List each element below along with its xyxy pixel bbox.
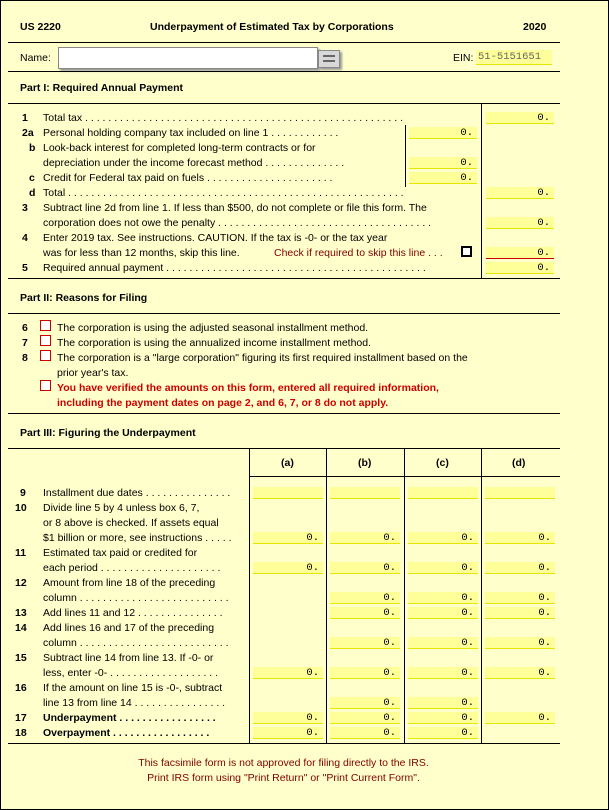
line16-label-2: line 13 from line 14 . . . . . . . . . . . . . . . . xyxy=(43,697,226,709)
line6-checkbox[interactable] xyxy=(40,320,51,331)
line6-label: The corporation is using the adjusted seasonal installment method. xyxy=(57,322,369,334)
line14-label-2: column . . . . . . . . . . . . . . . . . . . . . . . . . . xyxy=(43,637,229,649)
line9-field-b[interactable] xyxy=(330,487,400,499)
line10-field-c[interactable]: 0. xyxy=(408,532,478,544)
line18-num: 18 xyxy=(15,727,27,739)
line15-field-a[interactable]: 0. xyxy=(253,667,323,679)
part3-title: Part III: Figuring the Underpayment xyxy=(20,427,196,439)
col-c-header: (c) xyxy=(436,457,449,469)
line16-num: 16 xyxy=(15,682,27,694)
line2c-label: Credit for Federal tax paid on fuels . . . . . . . . . . . . . . . . . . . . . . xyxy=(43,172,333,184)
line2d-num: d xyxy=(29,187,36,199)
line2b-field[interactable]: 0. xyxy=(409,157,477,169)
line12-label-1: Amount from line 18 of the preceding xyxy=(43,577,216,589)
line8-label-1: The corporation is a "large corporation" figuring its first required installment based on the xyxy=(57,352,468,364)
line4-field[interactable]: 0. xyxy=(486,247,554,259)
line1-num: 1 xyxy=(22,112,28,124)
ein-label: EIN: xyxy=(453,52,474,64)
form-year: 2020 xyxy=(523,21,547,33)
line2a-num: 2a xyxy=(22,127,34,139)
line13-field-c[interactable]: 0. xyxy=(408,607,478,619)
part1-col-divider xyxy=(481,103,482,278)
line13-field-d[interactable]: 0. xyxy=(485,607,555,619)
line3-label-2: corporation does not owe the penalty . . . . . . . . . . . . . . . . . . . . . . . . . . . . . . . . . . . . . xyxy=(43,217,432,229)
ein-field[interactable]: 51-5151651 xyxy=(476,50,552,65)
line4-label-1: Enter 2019 tax. See instructions. CAUTION. If the tax is -0- or the tax year xyxy=(43,232,388,244)
verify-checkbox[interactable] xyxy=(40,380,51,391)
line15-field-c[interactable]: 0. xyxy=(408,667,478,679)
line2d-label: Total . . . . . . . . . . . . . . . . . . . . . . . . . . . . . . . . . . . . . . . . . . . . . . . . . . . . . . . . . . xyxy=(43,187,404,199)
line15-field-d[interactable]: 0. xyxy=(485,667,555,679)
line18-label: Overpayment . . . . . . . . . . . . . . . . . xyxy=(43,727,210,739)
line16-label-1: If the amount on line 15 is -0-, subtract xyxy=(43,682,223,694)
line17-field-b[interactable]: 0. xyxy=(330,712,400,724)
line8-checkbox[interactable] xyxy=(40,350,51,361)
line14-label-1: Add lines 16 and 17 of the preceding xyxy=(43,622,215,634)
line14-num: 14 xyxy=(15,622,27,634)
line2b-label-1: Look-back interest for completed long-term contracts or for xyxy=(43,142,316,154)
line16-field-c[interactable]: 0. xyxy=(408,697,478,709)
line17-label: Underpayment . . . . . . . . . . . . . . . . . xyxy=(43,712,216,724)
line4-skip-checkbox[interactable] xyxy=(461,246,472,257)
line9-field-d[interactable] xyxy=(485,487,555,499)
line15-label-2: less, enter -0- . . . . . . . . . . . . . . . . . . . xyxy=(43,667,219,679)
line2b-num: b xyxy=(29,142,36,154)
part1-title: Part I: Required Annual Payment xyxy=(20,82,183,94)
line3-label-1: Subtract line 2d from line 1. If less than $500, do not complete or file this form. The xyxy=(43,202,427,214)
name-picker-button[interactable] xyxy=(318,50,340,68)
line2b-label-2: depreciation under the income forecast method . . . . . . . . . . . . . . xyxy=(43,157,345,169)
line17-field-c[interactable]: 0. xyxy=(408,712,478,724)
line9-label: Installment due dates . . . . . . . . . . . . . . . xyxy=(43,487,231,499)
line12-field-b[interactable]: 0. xyxy=(330,592,400,604)
line11-field-a[interactable]: 0. xyxy=(253,562,323,574)
line2c-num: c xyxy=(29,172,35,184)
line10-label-1: Divide line 5 by 4 unless box 6, 7, xyxy=(43,502,200,514)
line2a-field[interactable]: 0. xyxy=(409,127,477,139)
line1-field[interactable]: 0. xyxy=(486,112,554,124)
line2d-field[interactable]: 0. xyxy=(486,187,554,199)
col-d-header: (d) xyxy=(512,457,526,469)
line11-num: 11 xyxy=(15,547,27,559)
line17-field-d[interactable]: 0. xyxy=(485,712,555,724)
col-b-header: (b) xyxy=(358,457,372,469)
line2c-field[interactable]: 0. xyxy=(409,172,477,184)
line18-field-c[interactable]: 0. xyxy=(408,727,478,739)
col-a-header: (a) xyxy=(281,457,294,469)
line11-label-1: Estimated tax paid or credited for xyxy=(43,547,198,559)
line8-num: 8 xyxy=(22,352,28,364)
line13-label: Add lines 11 and 12 . . . . . . . . . . . . . . . xyxy=(43,607,223,619)
line15-num: 15 xyxy=(15,652,27,664)
line2a-label: Personal holding company tax included on line 1 . . . . . . . . . . . . xyxy=(43,127,339,139)
line9-num: 9 xyxy=(20,487,26,499)
line6-num: 6 xyxy=(22,322,28,334)
line14-field-c[interactable]: 0. xyxy=(408,637,478,649)
line11-field-b[interactable]: 0. xyxy=(330,562,400,574)
line9-field-c[interactable] xyxy=(408,487,478,499)
line11-label-2: each period . . . . . . . . . . . . . . . . . . . . . xyxy=(43,562,221,574)
line15-field-b[interactable]: 0. xyxy=(330,667,400,679)
line15-label-1: Subtract line 14 from line 13. If -0- or xyxy=(43,652,214,664)
line12-label-2: column . . . . . . . . . . . . . . . . . . . . . . . . . . xyxy=(43,592,229,604)
line13-num: 13 xyxy=(15,607,27,619)
line14-field-b[interactable]: 0. xyxy=(330,637,400,649)
name-label: Name: xyxy=(20,52,51,64)
line7-num: 7 xyxy=(22,337,28,349)
form-number: US 2220 xyxy=(20,21,61,33)
line10-field-b[interactable]: 0. xyxy=(330,532,400,544)
verify-label-2: including the payment dates on page 2, and 6, 7, or 8 do not apply. xyxy=(57,397,389,409)
line5-label: Required annual payment . . . . . . . . . . . . . . . . . . . . . . . . . . . . . . . . . . . . . . . . . . . . . xyxy=(43,262,426,274)
line1-label: Total tax . . . . . . . . . . . . . . . . . . . . . . . . . . . . . . . . . . . . . . . . . . . . . . . . . . . . . . . xyxy=(43,112,403,124)
line3-field[interactable]: 0. xyxy=(486,217,554,229)
line16-field-b[interactable]: 0. xyxy=(330,697,400,709)
line5-field[interactable]: 0. xyxy=(486,262,554,274)
line4-num: 4 xyxy=(22,232,28,244)
line11-field-c[interactable]: 0. xyxy=(408,562,478,574)
line10-label-2: or 8 above is checked. If assets equal xyxy=(43,517,219,529)
line9-field-a[interactable] xyxy=(253,487,323,499)
line18-field-a[interactable]: 0. xyxy=(253,727,323,739)
line7-checkbox[interactable] xyxy=(40,335,51,346)
line3-num: 3 xyxy=(22,202,28,214)
line12-num: 12 xyxy=(15,577,27,589)
line11-field-d[interactable]: 0. xyxy=(485,562,555,574)
line14-field-d[interactable]: 0. xyxy=(485,637,555,649)
line13-field-b[interactable]: 0. xyxy=(330,607,400,619)
verify-label-1: You have verified the amounts on this form, entered all required information, xyxy=(57,382,439,394)
line17-num: 17 xyxy=(15,712,27,724)
line8-label-2: prior year's tax. xyxy=(57,367,129,379)
line17-field-a[interactable]: 0. xyxy=(253,712,323,724)
line12-field-d[interactable]: 0. xyxy=(485,592,555,604)
line4-skip-label: Check if required to skip this line . . . xyxy=(274,247,443,259)
line10-field-d[interactable]: 0. xyxy=(485,532,555,544)
line10-field-a[interactable]: 0. xyxy=(253,532,323,544)
part2-title: Part II: Reasons for Filing xyxy=(20,292,148,304)
footer-note-2: Print IRS form using "Print Return" or "Print Current Form". xyxy=(147,772,420,784)
line18-field-b[interactable]: 0. xyxy=(330,727,400,739)
line4-label-2: was for less than 12 months, skip this line. xyxy=(43,247,240,259)
line7-label: The corporation is using the annualized income installment method. xyxy=(57,337,372,349)
line12-field-c[interactable]: 0. xyxy=(408,592,478,604)
footer-note-1: This facsimile form is not approved for filing directly to the IRS. xyxy=(138,757,429,769)
line10-num: 10 xyxy=(15,502,27,514)
line10-label-3: $1 billion or more, see instructions . . . . . xyxy=(43,532,232,544)
name-input[interactable] xyxy=(58,47,318,69)
line5-num: 5 xyxy=(22,262,28,274)
form-title: Underpayment of Estimated Tax by Corporations xyxy=(150,21,394,33)
